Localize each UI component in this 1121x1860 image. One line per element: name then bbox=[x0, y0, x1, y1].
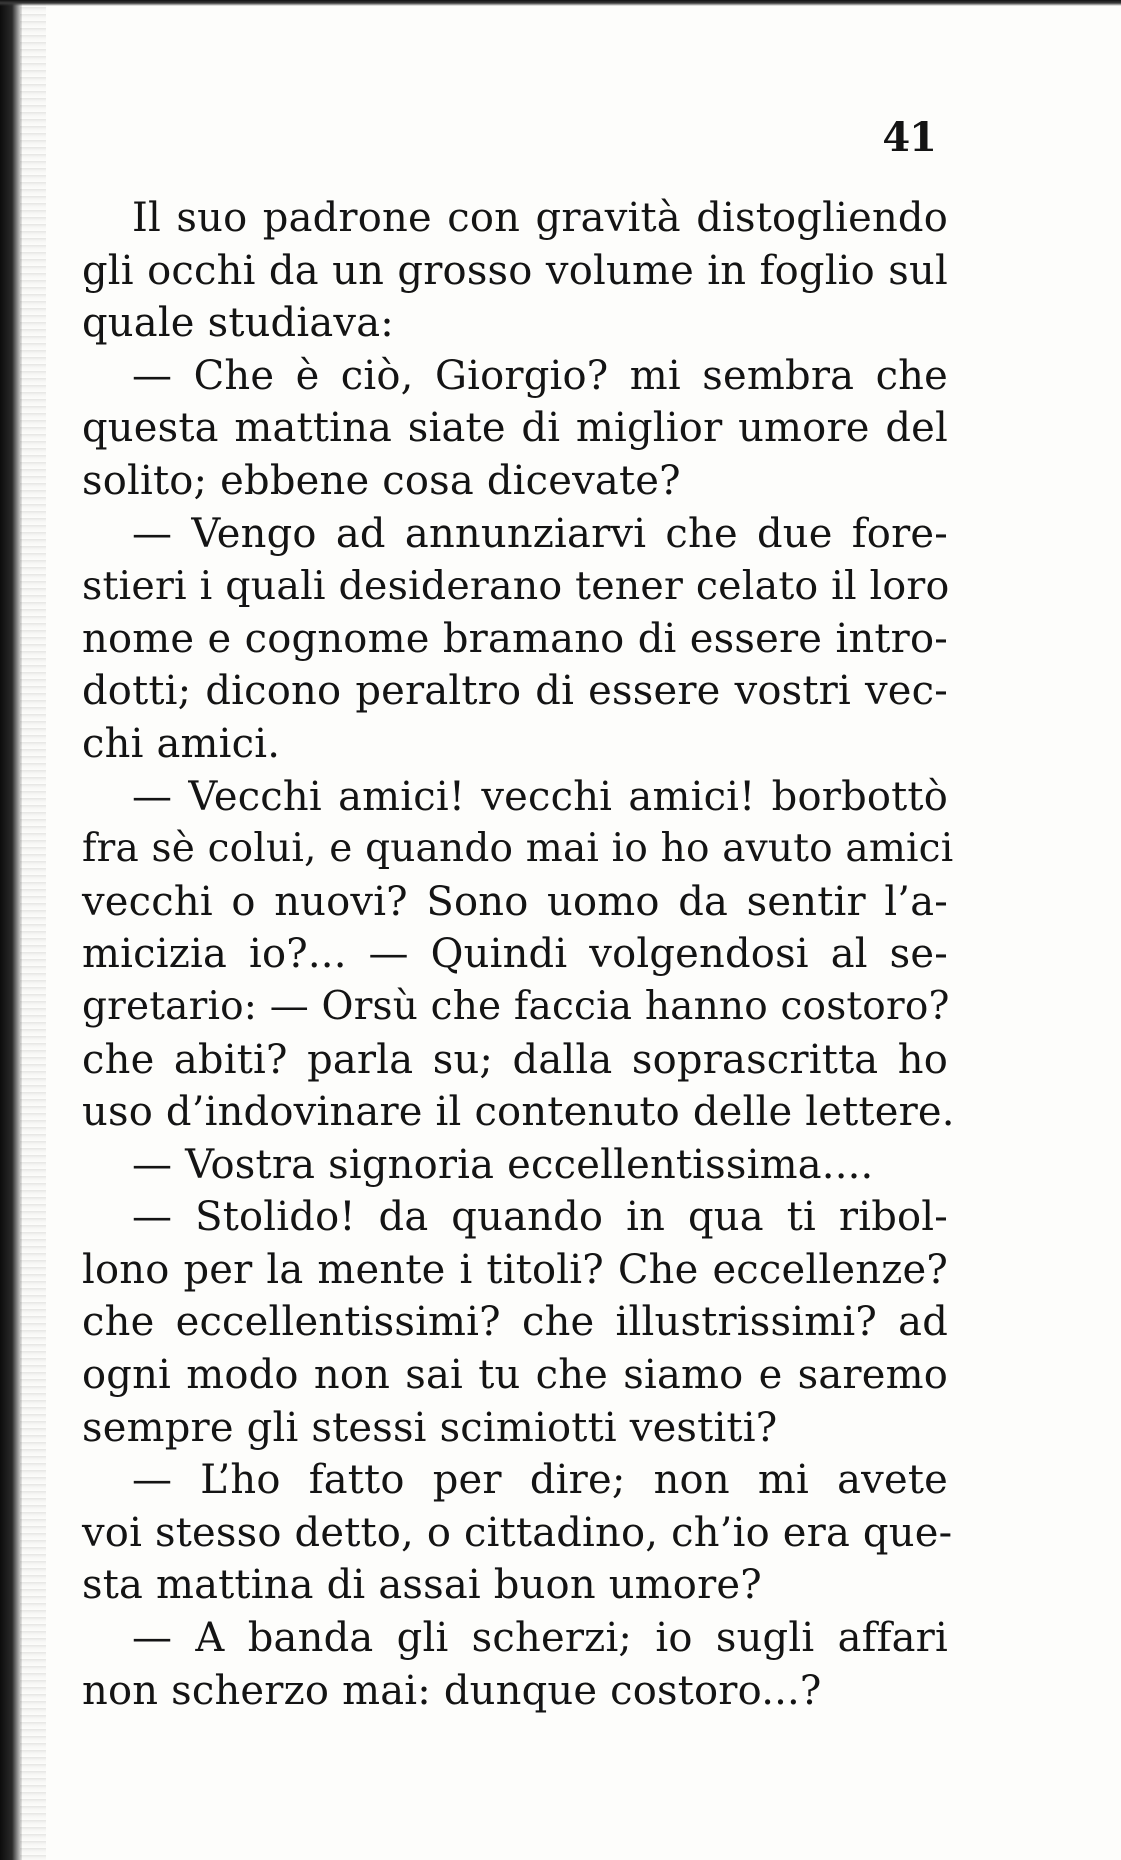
top-edge bbox=[0, 0, 1121, 6]
binding-edge bbox=[0, 0, 22, 1860]
text-line: gretario: — Orsù che faccia hanno costoro? bbox=[82, 983, 950, 1029]
text-line: sempre gli stessi scimiotti vestiti? bbox=[82, 1404, 778, 1451]
text-line: micizia io?... — Quindi volgendosi al se- bbox=[82, 931, 948, 978]
text-line: quale studiava: bbox=[82, 300, 394, 347]
text-line: — Che è ciò, Giorgio? mi sembra che bbox=[132, 352, 948, 399]
text-line: ogni modo non sai tu che siamo e saremo bbox=[82, 1352, 948, 1399]
text-line: solito; ebbene cosa dicevate? bbox=[82, 457, 681, 504]
page-number: 41 bbox=[882, 114, 936, 161]
text-line: questa mattina siate di miglior umore del bbox=[82, 405, 948, 452]
text-line: — Vostra signoria eccellentissima.... bbox=[132, 1141, 874, 1188]
text-line: — Vengo ad annunziarvi che due fore- bbox=[132, 510, 948, 557]
text-line: voi stesso detto, o cittadino, ch’io era que- bbox=[82, 1509, 953, 1556]
text-line: nome e cognome bramano di essere intro- bbox=[82, 615, 948, 662]
gutter-shadow bbox=[20, 0, 46, 1860]
text-line: — L’ho fatto per dire; non mi avete bbox=[132, 1457, 948, 1504]
text-line: fra sè colui, e quando mai io ho avuto amici bbox=[82, 826, 954, 872]
text-line: — Vecchi amici! vecchi amici! borbottò bbox=[132, 773, 948, 820]
text-line: che eccellentissimi? che illustrissimi? ad bbox=[82, 1299, 948, 1346]
text-line: — Stolido! da quando in qua ti ribol- bbox=[132, 1194, 948, 1241]
text-line: Il suo padrone con gravità distogliendo bbox=[132, 195, 948, 241]
text-line: gli occhi da un grosso volume in foglio sul bbox=[82, 247, 948, 294]
body-text bbox=[82, 192, 955, 1717]
text-line: vecchi o nuovi? Sono uomo da sentir l’a- bbox=[82, 878, 948, 925]
text-line: lono per la mente i titoli? Che eccellenze? bbox=[82, 1246, 948, 1293]
text-line: dotti; dicono peraltro di essere vostri vec- bbox=[82, 668, 948, 715]
text-line: non scherzo mai: dunque costoro...? bbox=[82, 1667, 822, 1714]
text-line: sta mattina di assai buon umore? bbox=[82, 1562, 762, 1609]
text-line: — A banda gli scherzi; io sugli affari bbox=[132, 1615, 948, 1662]
text-line: chi amici. bbox=[82, 720, 281, 767]
text-line: che abiti? parla su; dalla soprascritta ho bbox=[82, 1036, 948, 1083]
text-line: stieri i quali desiderano tener celato il loro bbox=[82, 563, 950, 610]
text-line: uso d’indovinare il contenuto delle lettere. bbox=[82, 1089, 955, 1136]
